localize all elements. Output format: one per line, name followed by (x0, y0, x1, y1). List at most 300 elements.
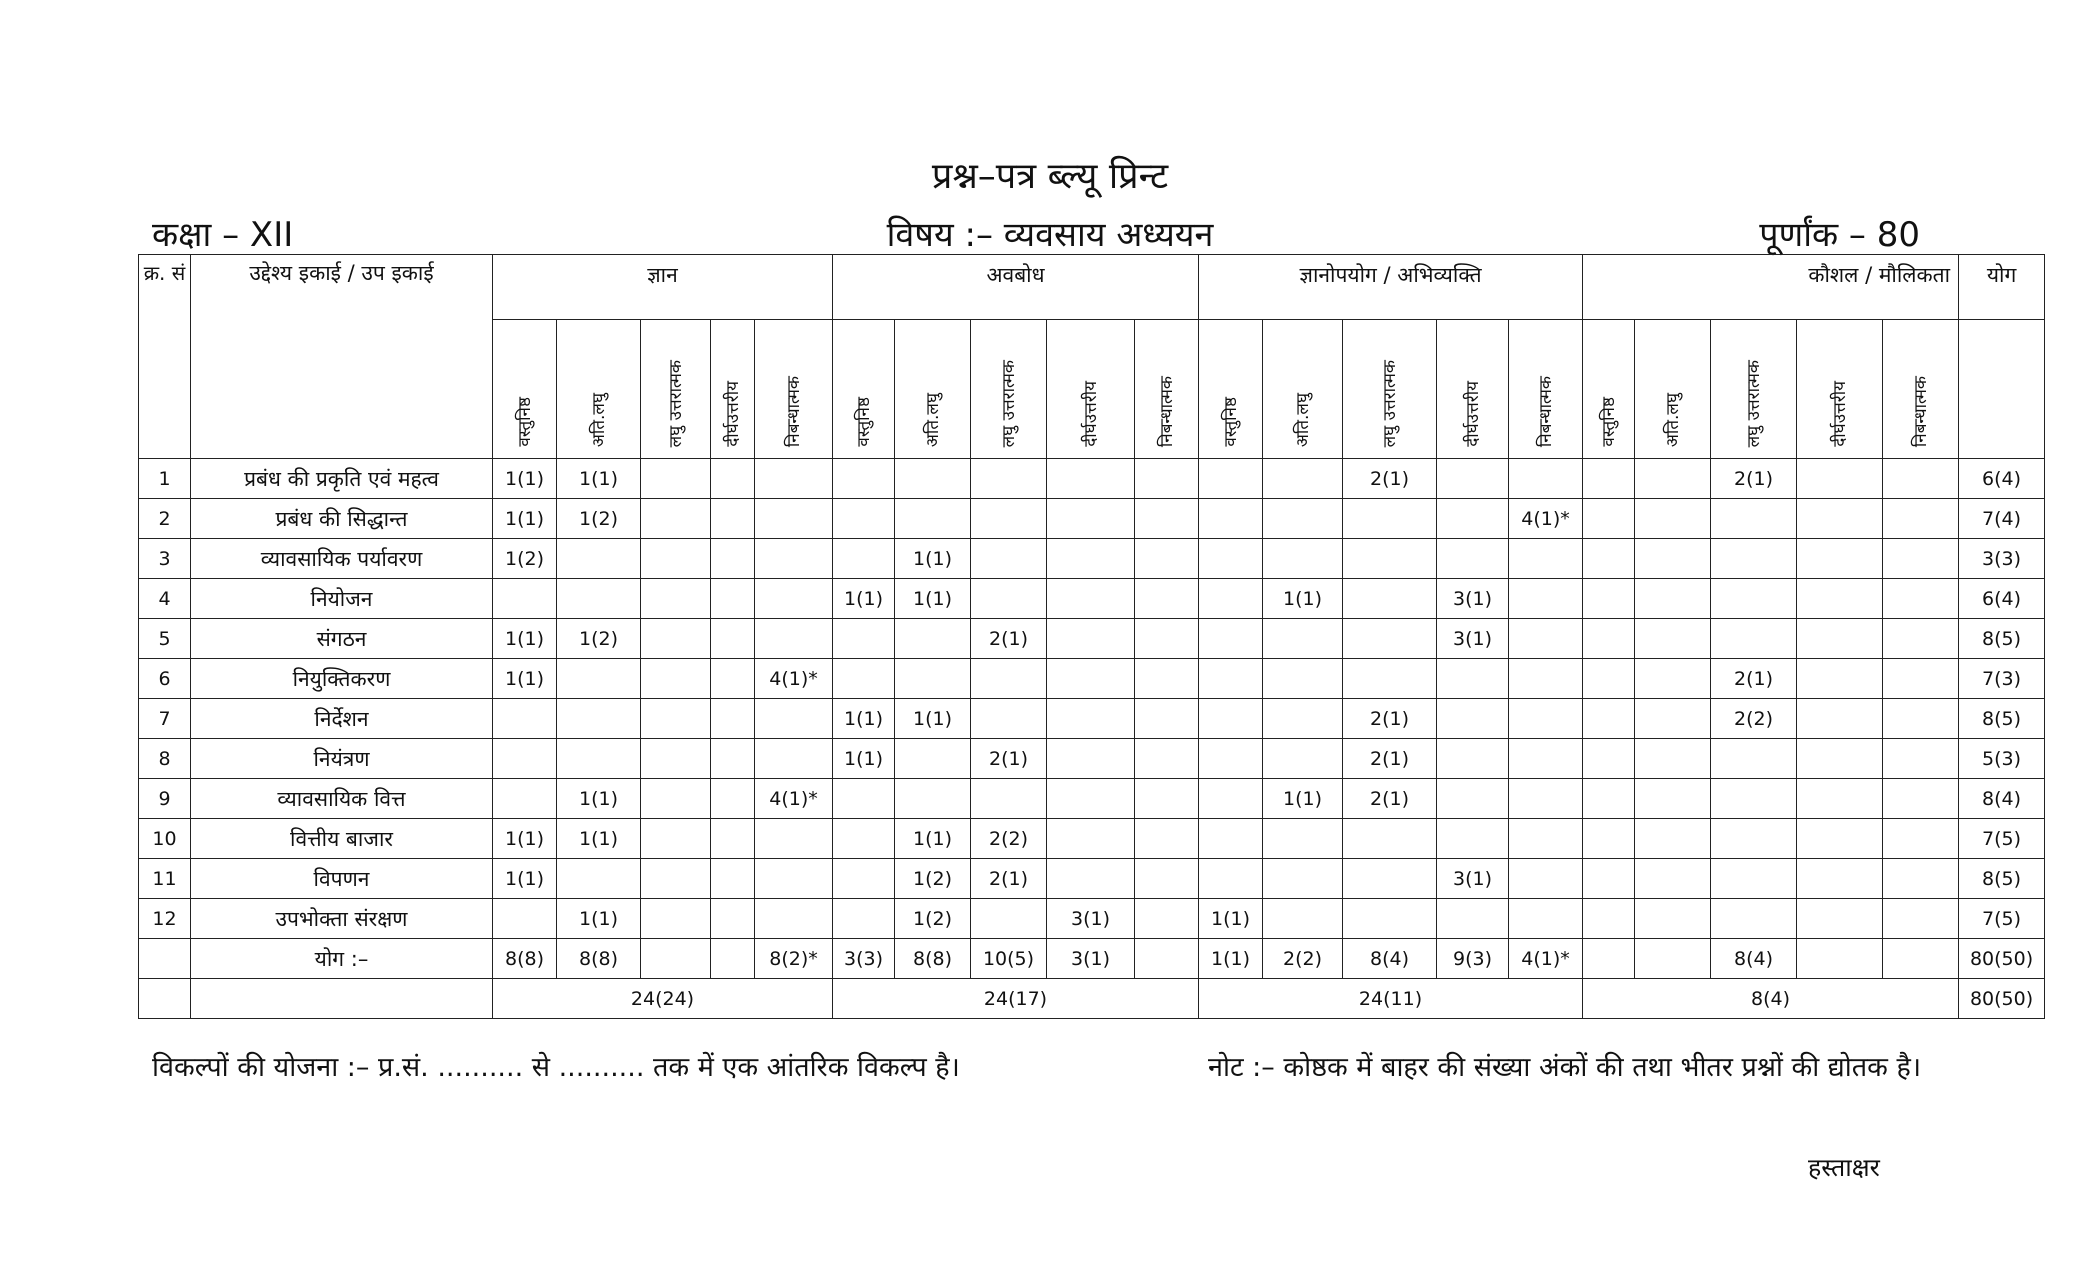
marks-cell (1343, 659, 1437, 699)
marks-cell (1437, 659, 1509, 699)
marks-cell (1199, 699, 1263, 739)
marks-cell (1797, 499, 1883, 539)
marks-cell (755, 699, 833, 739)
marks-cell (971, 699, 1047, 739)
marks-cell (711, 539, 755, 579)
marks-cell (833, 619, 895, 659)
marks-cell (971, 579, 1047, 619)
marks-cell: 1(1) (493, 619, 557, 659)
marks-cell (493, 899, 557, 939)
marks-cell (557, 579, 641, 619)
row-unit: उपभोक्ता संरक्षण (191, 899, 493, 939)
subheader-cell (1883, 320, 1959, 459)
marks-cell (1711, 499, 1797, 539)
yog-cell: 8(4) (1711, 939, 1797, 979)
marks-cell (1437, 459, 1509, 499)
table-row (139, 739, 2045, 779)
subheader-label: निबन्धात्मक (1910, 375, 1931, 447)
marks-cell (641, 499, 711, 539)
marks-cell (711, 459, 755, 499)
marks-cell (1883, 539, 1959, 579)
marks-cell (1711, 619, 1797, 659)
table-row (139, 459, 2045, 499)
yog-cell: 10(5) (971, 939, 1047, 979)
yog-label: योग :– (191, 939, 493, 979)
yog-cell: 2(2) (1263, 939, 1343, 979)
marks-cell: 1(1) (895, 579, 971, 619)
bracket-note: नोट :– कोष्ठक में बाहर की संख्या अंकों की तथा भीतर प्रश्नों की द्योतक है। (1208, 1052, 1922, 1083)
row-unit: नियुक्तिकरण (191, 659, 493, 699)
marks-cell: 1(2) (895, 899, 971, 939)
subheader-label: दीर्घउत्तरीय (1829, 381, 1850, 447)
marks-cell (1635, 699, 1711, 739)
subheader-label: वस्तुनिष्ठ (1220, 397, 1241, 447)
marks-cell (641, 739, 711, 779)
table-row (139, 859, 2045, 899)
marks-cell (1509, 779, 1583, 819)
yog-cell: 3(3) (833, 939, 895, 979)
marks-cell: 1(1) (493, 459, 557, 499)
yog-cell (1583, 939, 1635, 979)
group-header-gyanopyog: ज्ञानोपयोग / अभिव्यक्ति (1199, 255, 1583, 320)
yog-cell: 9(3) (1437, 939, 1509, 979)
marks-cell (833, 499, 895, 539)
marks-cell (1883, 579, 1959, 619)
marks-cell (1883, 779, 1959, 819)
row-unit: व्यावसायिक पर्यावरण (191, 539, 493, 579)
subject-label: विषय :– व्यवसाय अध्ययन (886, 215, 1214, 255)
marks-cell (711, 859, 755, 899)
marks-cell: 2(1) (971, 619, 1047, 659)
marks-cell (493, 579, 557, 619)
marks-cell (1135, 499, 1199, 539)
row-total: 3(3) (1959, 539, 2045, 579)
marks-cell (1797, 579, 1883, 619)
marks-cell (557, 739, 641, 779)
row-unit: नियंत्रण (191, 739, 493, 779)
group-header-kaushal: कौशल / मौलिकता (1583, 255, 1959, 320)
marks-cell (641, 899, 711, 939)
marks-cell (1199, 499, 1263, 539)
marks-cell (1583, 699, 1635, 739)
marks-cell (1135, 539, 1199, 579)
marks-cell: 3(1) (1437, 619, 1509, 659)
marks-cell (641, 539, 711, 579)
marks-cell (1635, 459, 1711, 499)
table-row (139, 819, 2045, 859)
table-row (139, 539, 2045, 579)
marks-cell (1343, 539, 1437, 579)
marks-cell (1047, 819, 1135, 859)
subheader-cell (1635, 320, 1711, 459)
table-row (139, 899, 2045, 939)
marks-cell: 1(1) (895, 699, 971, 739)
marks-cell (833, 459, 895, 499)
subheader-cell (1263, 320, 1343, 459)
marks-cell: 1(1) (833, 739, 895, 779)
marks-cell (1883, 859, 1959, 899)
marks-cell (1135, 739, 1199, 779)
marks-cell (711, 779, 755, 819)
yog-cell: 8(4) (1343, 939, 1437, 979)
marks-cell (1509, 859, 1583, 899)
marks-cell: 2(1) (1343, 699, 1437, 739)
subheader-cell (641, 320, 711, 459)
marks-cell (1711, 859, 1797, 899)
subheader-cell (1797, 320, 1883, 459)
marks-cell (1711, 539, 1797, 579)
marks-cell (1583, 819, 1635, 859)
marks-cell (493, 779, 557, 819)
marks-cell (1199, 539, 1263, 579)
marks-cell (641, 699, 711, 739)
marks-cell (1135, 779, 1199, 819)
row-total: 6(4) (1959, 459, 2045, 499)
marks-cell (711, 899, 755, 939)
table-row (139, 579, 2045, 619)
marks-cell (1263, 899, 1343, 939)
subheader-label: लघु उत्तरात्मक (1743, 359, 1764, 447)
row-total: 6(4) (1959, 579, 2045, 619)
marks-cell (971, 659, 1047, 699)
marks-cell (833, 819, 895, 859)
row-total: 7(3) (1959, 659, 2045, 699)
marks-cell (755, 859, 833, 899)
marks-cell (1583, 859, 1635, 899)
marks-cell (1343, 579, 1437, 619)
marks-cell: 2(1) (1711, 459, 1797, 499)
row-total: 7(4) (1959, 499, 2045, 539)
marks-cell: 1(1) (833, 699, 895, 739)
marks-cell (1135, 899, 1199, 939)
row-unit: प्रबंध की सिद्धान्त (191, 499, 493, 539)
yog-total: 80(50) (1959, 939, 2045, 979)
grand-total: 80(50) (1959, 979, 2045, 1019)
subheader-label: अति.लघु (1292, 392, 1313, 447)
marks-cell (833, 899, 895, 939)
marks-cell (1047, 579, 1135, 619)
marks-cell (557, 699, 641, 739)
marks-cell (1797, 899, 1883, 939)
row-total: 8(4) (1959, 779, 2045, 819)
subheader-cell (1583, 320, 1635, 459)
marks-cell (557, 659, 641, 699)
marks-cell (1263, 619, 1343, 659)
subheader-label: लघु उत्तरात्मक (665, 359, 686, 447)
marks-cell (711, 739, 755, 779)
marks-cell: 2(2) (971, 819, 1047, 859)
marks-cell: 1(2) (493, 539, 557, 579)
row-sno: 12 (139, 899, 191, 939)
marks-cell: 1(1) (833, 579, 895, 619)
marks-cell (755, 899, 833, 939)
marks-cell (1797, 859, 1883, 899)
marks-cell (1635, 859, 1711, 899)
marks-cell (1635, 819, 1711, 859)
yog-cell: 8(8) (895, 939, 971, 979)
subheader-cell (1135, 320, 1199, 459)
marks-cell (711, 659, 755, 699)
row-unit: नियोजन (191, 579, 493, 619)
marks-cell (1883, 739, 1959, 779)
yog-cell: 4(1)* (1509, 939, 1583, 979)
marks-cell (493, 699, 557, 739)
marks-cell (1509, 739, 1583, 779)
marks-cell: 4(1)* (755, 659, 833, 699)
marks-cell (1509, 899, 1583, 939)
marks-cell (711, 499, 755, 539)
row-sno: 2 (139, 499, 191, 539)
marks-cell (895, 499, 971, 539)
marks-cell (1883, 499, 1959, 539)
group-header-avabodh: अवबोध (833, 255, 1199, 320)
row-total: 8(5) (1959, 859, 2045, 899)
marks-cell (1135, 699, 1199, 739)
marks-cell (755, 819, 833, 859)
subheader-label: दीर्घउत्तरीय (1080, 381, 1101, 447)
marks-cell (971, 459, 1047, 499)
marks-cell (1437, 819, 1509, 859)
marks-cell (1797, 779, 1883, 819)
marks-cell (1047, 499, 1135, 539)
marks-cell (1199, 579, 1263, 619)
marks-cell (1583, 619, 1635, 659)
marks-cell: 1(1) (895, 819, 971, 859)
marks-cell (1437, 899, 1509, 939)
subheader-cell (1199, 320, 1263, 459)
marks-cell: 2(2) (1711, 699, 1797, 739)
marks-cell (971, 539, 1047, 579)
table-body (139, 459, 2045, 1019)
page-title: प्रश्न–पत्र ब्ल्यू प्रिन्ट (931, 156, 1169, 197)
row-sno: 3 (139, 539, 191, 579)
yog-cell: 8(8) (493, 939, 557, 979)
group-total-empty (191, 979, 493, 1019)
subheader-label: वस्तुनिष्ठ (514, 397, 535, 447)
marks-cell (1437, 779, 1509, 819)
subheader-label: दीर्घउत्तरीय (722, 381, 743, 447)
marks-cell (711, 579, 755, 619)
marks-cell (1797, 619, 1883, 659)
marks-cell (1263, 699, 1343, 739)
marks-cell: 2(1) (971, 859, 1047, 899)
marks-cell (1797, 739, 1883, 779)
marks-cell (1883, 699, 1959, 739)
marks-cell (1343, 619, 1437, 659)
marks-cell (1797, 459, 1883, 499)
row-total: 7(5) (1959, 899, 2045, 939)
marks-cell (1797, 699, 1883, 739)
marks-cell: 1(1) (493, 819, 557, 859)
marks-cell (895, 739, 971, 779)
max-marks-label: पूर्णांक – 80 (1759, 215, 1920, 255)
subheader-label: अति.लघु (588, 392, 609, 447)
marks-cell (1199, 619, 1263, 659)
marks-cell (711, 819, 755, 859)
marks-cell (1711, 779, 1797, 819)
marks-cell (493, 739, 557, 779)
marks-cell: 1(1) (493, 859, 557, 899)
options-note: विकल्पों की योजना :– प्र.सं. .......... से .......... तक में एक आंतरिक विकल्प है। (152, 1052, 960, 1083)
marks-cell (755, 459, 833, 499)
row-unit: व्यावसायिक वित्त (191, 779, 493, 819)
marks-cell (641, 659, 711, 699)
subheader-cell (1711, 320, 1797, 459)
marks-cell (1711, 899, 1797, 939)
marks-cell (1797, 819, 1883, 859)
marks-cell (1047, 659, 1135, 699)
marks-cell (1583, 739, 1635, 779)
group-total-cell: 24(17) (833, 979, 1199, 1019)
marks-cell (1711, 739, 1797, 779)
marks-cell (641, 619, 711, 659)
marks-cell (1509, 819, 1583, 859)
marks-cell: 1(1) (1263, 579, 1343, 619)
marks-cell: 1(1) (895, 539, 971, 579)
row-unit: विपणन (191, 859, 493, 899)
subheader-cell (833, 320, 895, 459)
yog-cell: 1(1) (1199, 939, 1263, 979)
marks-cell (1437, 699, 1509, 739)
marks-cell (1635, 739, 1711, 779)
marks-cell (1711, 579, 1797, 619)
table-row (139, 659, 2045, 699)
marks-cell (1437, 539, 1509, 579)
marks-cell (1583, 579, 1635, 619)
marks-cell (833, 539, 895, 579)
subheader-total-cell (1959, 320, 2045, 459)
marks-cell: 2(1) (1343, 779, 1437, 819)
marks-cell (1199, 739, 1263, 779)
yog-cell (1135, 939, 1199, 979)
marks-cell (1343, 899, 1437, 939)
subheader-label: अति.लघु (922, 392, 943, 447)
marks-cell (755, 539, 833, 579)
total-header: योग (1959, 255, 2045, 320)
marks-cell (1883, 619, 1959, 659)
group-total-cell: 24(24) (493, 979, 833, 1019)
subheader-cell (971, 320, 1047, 459)
group-total-row (139, 979, 2045, 1019)
table-row (139, 699, 2045, 739)
row-sno: 5 (139, 619, 191, 659)
marks-cell (1343, 819, 1437, 859)
marks-cell (895, 779, 971, 819)
marks-cell: 1(1) (1263, 779, 1343, 819)
marks-cell (971, 499, 1047, 539)
marks-cell (1583, 779, 1635, 819)
signature-label: हस्ताक्षर (1808, 1153, 1880, 1182)
marks-cell (1583, 499, 1635, 539)
marks-cell: 1(1) (557, 899, 641, 939)
marks-cell (1199, 659, 1263, 699)
marks-cell (1263, 539, 1343, 579)
subheader-label: निबन्धात्मक (783, 375, 804, 447)
yog-cell (1797, 939, 1883, 979)
marks-cell (1135, 619, 1199, 659)
marks-cell (641, 459, 711, 499)
row-sno: 11 (139, 859, 191, 899)
marks-cell (711, 619, 755, 659)
marks-cell: 2(1) (1343, 739, 1437, 779)
marks-cell: 4(1)* (1509, 499, 1583, 539)
marks-cell: 1(1) (493, 499, 557, 539)
subheader-label: लघु उत्तरात्मक (1379, 359, 1400, 447)
yog-cell (711, 939, 755, 979)
subheader-cell (1047, 320, 1135, 459)
marks-cell (1047, 859, 1135, 899)
yog-cell: 8(2)* (755, 939, 833, 979)
marks-cell (1583, 659, 1635, 699)
marks-cell: 2(1) (1711, 659, 1797, 699)
marks-cell: 1(1) (493, 659, 557, 699)
table-row (139, 779, 2045, 819)
marks-cell: 1(1) (557, 459, 641, 499)
marks-cell (1047, 539, 1135, 579)
marks-cell (1263, 459, 1343, 499)
marks-cell (1047, 459, 1135, 499)
yog-cell: 3(1) (1047, 939, 1135, 979)
yog-cell (641, 939, 711, 979)
yog-cell (1883, 939, 1959, 979)
marks-cell (641, 859, 711, 899)
marks-cell: 1(2) (557, 619, 641, 659)
marks-cell (641, 819, 711, 859)
marks-cell (1797, 539, 1883, 579)
yog-cell (1635, 939, 1711, 979)
sno-header: क्र. सं (139, 255, 191, 459)
marks-cell (895, 459, 971, 499)
marks-cell (1797, 659, 1883, 699)
unit-header: उद्देश्य इकाई / उप इकाई (191, 255, 493, 459)
marks-cell (641, 579, 711, 619)
marks-cell (1883, 459, 1959, 499)
row-sno: 10 (139, 819, 191, 859)
subheader-label: निबन्धात्मक (1535, 375, 1556, 447)
subheader-cell (493, 320, 557, 459)
marks-cell: 2(1) (971, 739, 1047, 779)
marks-cell (1583, 459, 1635, 499)
marks-cell (1343, 499, 1437, 539)
marks-cell (1635, 499, 1711, 539)
row-total: 7(5) (1959, 819, 2045, 859)
marks-cell (1135, 579, 1199, 619)
marks-cell (833, 779, 895, 819)
marks-cell (833, 659, 895, 699)
marks-cell (1263, 659, 1343, 699)
subheader-label: वस्तुनिष्ठ (1598, 397, 1619, 447)
marks-cell: 2(1) (1343, 459, 1437, 499)
marks-cell: 3(1) (1047, 899, 1135, 939)
marks-cell: 1(2) (557, 499, 641, 539)
subheader-cell (711, 320, 755, 459)
marks-cell: 1(1) (557, 779, 641, 819)
marks-cell (1263, 739, 1343, 779)
class-label: कक्षा – XII (152, 215, 294, 255)
group-total-cell: 24(11) (1199, 979, 1583, 1019)
subheader-label: अति.लघु (1662, 392, 1683, 447)
row-sno: 1 (139, 459, 191, 499)
marks-cell (755, 619, 833, 659)
marks-cell: 3(1) (1437, 859, 1509, 899)
marks-cell (1047, 739, 1135, 779)
marks-cell (895, 619, 971, 659)
marks-cell (1135, 819, 1199, 859)
marks-cell (1263, 499, 1343, 539)
marks-cell (1047, 619, 1135, 659)
marks-cell (641, 779, 711, 819)
marks-cell (1509, 659, 1583, 699)
